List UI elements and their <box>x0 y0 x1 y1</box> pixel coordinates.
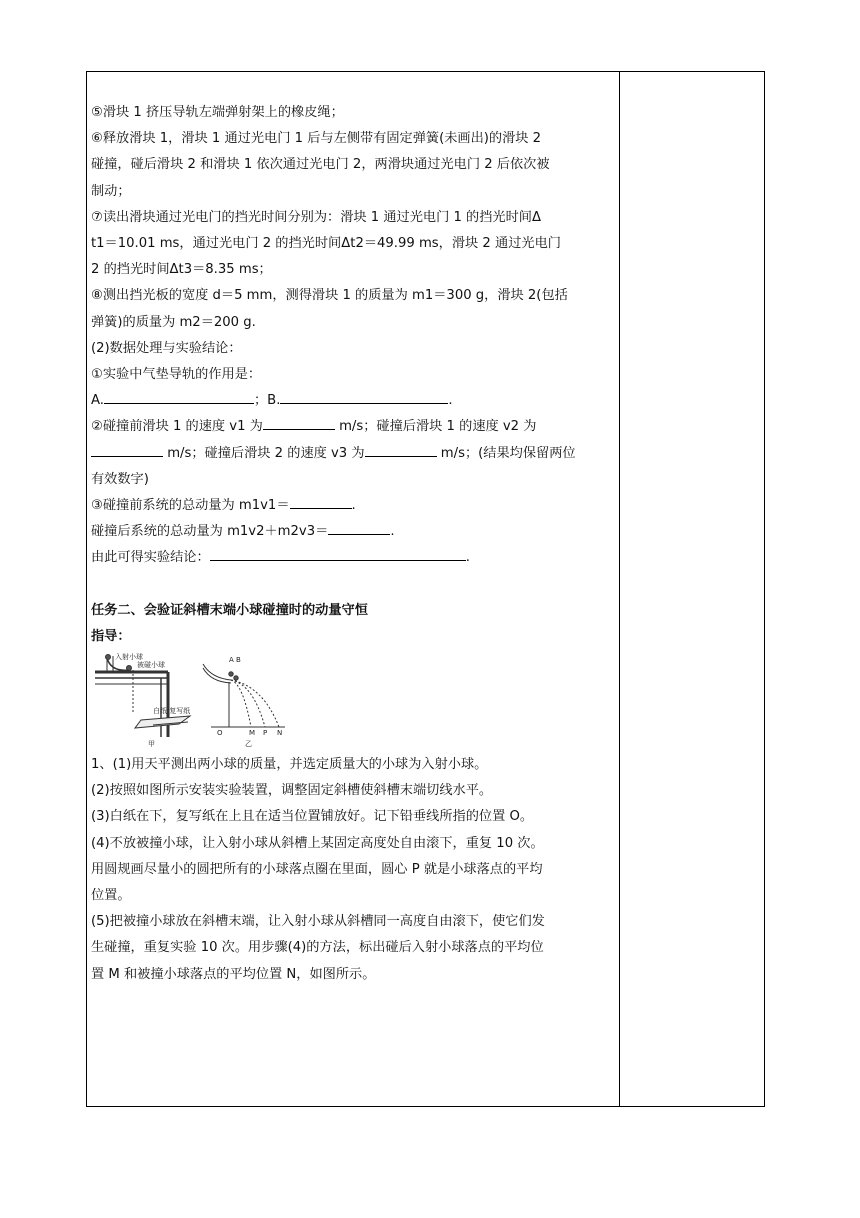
momentum-after-blank[interactable] <box>328 520 390 535</box>
task-2-step-4-line-3: 位置。 <box>91 888 131 904</box>
step-6-line-2: 碰撞，碰后滑块 2 和滑块 1 依次通过光电门 2，两滑块通过光电门 2 后依次被 <box>91 157 550 173</box>
period: . <box>390 524 395 540</box>
momentum-before-blank[interactable] <box>290 494 352 509</box>
step-7-line-3: 2 的挡光时间Δt3＝8.35 ms； <box>91 262 272 278</box>
task-2-step-5-line-3: 置 M 和被撞小球落点的平均位置 N，如图所示。 <box>91 966 376 982</box>
label-b: B <box>236 656 241 665</box>
precision-note: m/s；(结果均保留两位 <box>436 445 576 461</box>
answer-a-label: A. <box>91 393 104 409</box>
task-2-step-4-line-1: (4)不放被撞小球，让入射小球从斜槽上某固定高度处自由滚下，重复 10 次。 <box>91 835 544 851</box>
answer-b-blank[interactable] <box>280 389 448 404</box>
label-p: P <box>263 729 268 738</box>
v3-blank[interactable] <box>365 442 437 457</box>
apparatus-figure <box>91 652 617 752</box>
question-1-answers <box>91 388 617 414</box>
step-6-line-1: ⑥释放滑块 1，滑块 1 通过光电门 1 后与左侧带有固定弹簧(未画出)的滑块 2 <box>91 131 542 147</box>
question-2-line-1 <box>91 414 617 440</box>
column-divider <box>619 72 620 1106</box>
main-cell-content <box>91 100 617 988</box>
figure-jia-labels <box>115 652 190 748</box>
question-2-line-3: 有效数字) <box>91 471 149 487</box>
v2-blank[interactable] <box>91 442 163 457</box>
conclusion-label: 由此可得实验结论： <box>91 550 210 566</box>
step-6-line-3: 制动； <box>91 183 131 199</box>
v1-blank[interactable] <box>263 415 335 430</box>
label-jia: 甲 <box>148 740 155 749</box>
question-1: ①实验中气垫导轨的作用是： <box>91 367 262 383</box>
step-7-line-1: ⑦读出滑块通过光电门的挡光时间分别为：滑块 1 通过光电门 1 的挡光时间Δ <box>91 209 542 225</box>
question-2-line-2 <box>91 441 617 467</box>
task-2-step-5-line-1: (5)把被撞小球放在斜槽末端，让入射小球从斜槽同一高度自由滚下，使它们发 <box>91 914 545 930</box>
question-3-line-1 <box>91 493 617 519</box>
v3-label: m/s；碰撞后滑块 2 的速度 v3 为 <box>163 445 365 461</box>
v2-label: m/s；碰撞后滑块 1 的速度 v2 为 <box>334 419 537 435</box>
label-yi: 乙 <box>245 740 252 749</box>
analysis-title: (2)数据处理与实验结论： <box>91 340 242 356</box>
period: . <box>448 393 453 409</box>
task-2-step-4-line-2: 用圆规画尽量小的圆把所有的小球落点圈在里面，圆心 P 就是小球落点的平均 <box>91 861 543 877</box>
label-incident-ball: 入射小球 <box>115 653 143 662</box>
label-o: O <box>217 729 223 738</box>
answer-b-label: ；B. <box>253 393 281 409</box>
label-target-ball: 被碰小球 <box>137 661 165 670</box>
period: . <box>465 550 470 566</box>
guide-label: 指导： <box>91 628 131 644</box>
figure-yi <box>203 664 285 727</box>
label-a: A <box>229 656 234 665</box>
momentum-after-label: 碰撞后系统的总动量为 m1v2＋m2v3＝ <box>91 524 329 540</box>
momentum-before-label: ③碰撞前系统的总动量为 m1v1＝ <box>91 498 290 514</box>
task-2-step-1: 1、(1)用天平测出两小球的质量，并选定质量大的小球为入射小球。 <box>91 757 488 773</box>
v1-label: ②碰撞前滑块 1 的速度 v1 为 <box>91 419 263 435</box>
label-papers: 白纸 复写纸 <box>153 707 191 716</box>
spacer <box>91 572 617 598</box>
question-3-line-2 <box>91 519 617 545</box>
step-8-line-2: 弹簧)的质量为 m2＝200 g. <box>91 314 256 330</box>
apparatus-diagram <box>93 652 303 752</box>
period: . <box>351 498 356 514</box>
task-2-step-3: (3)白纸在下，复写纸在上且在适当位置铺放好。记下铅垂线所指的位置 O。 <box>91 809 534 825</box>
step-7-line-2: t1＝10.01 ms，通过光电门 2 的挡光时间Δt2＝49.99 ms，滑块 2 通过光电门 <box>91 236 561 252</box>
task-2-title: 任务二、会验证斜槽末端小球碰撞时的动量守恒 <box>91 602 368 618</box>
question-3-line-3 <box>91 545 617 571</box>
worksheet-table <box>86 71 765 1107</box>
conclusion-blank[interactable] <box>210 546 466 561</box>
task-2-step-5-line-2: 生碰撞，重复实验 10 次。用步骤(4)的方法，标出碰后入射小球落点的平均位 <box>91 940 544 956</box>
figure-yi-labels <box>217 656 282 748</box>
step-5: ⑤滑块 1 挤压导轨左端弹射架上的橡皮绳； <box>91 105 344 120</box>
task-2-step-2: (2)按照如图所示安装实验装置，调整固定斜槽使斜槽末端切线水平。 <box>91 783 493 799</box>
label-m: M <box>249 729 256 738</box>
step-8-line-1: ⑧测出挡光板的宽度 d＝5 mm，测得滑块 1 的质量为 m1＝300 g，滑块 2(包括 <box>91 288 568 304</box>
label-n: N <box>277 729 283 738</box>
answer-a-blank[interactable] <box>104 389 254 404</box>
